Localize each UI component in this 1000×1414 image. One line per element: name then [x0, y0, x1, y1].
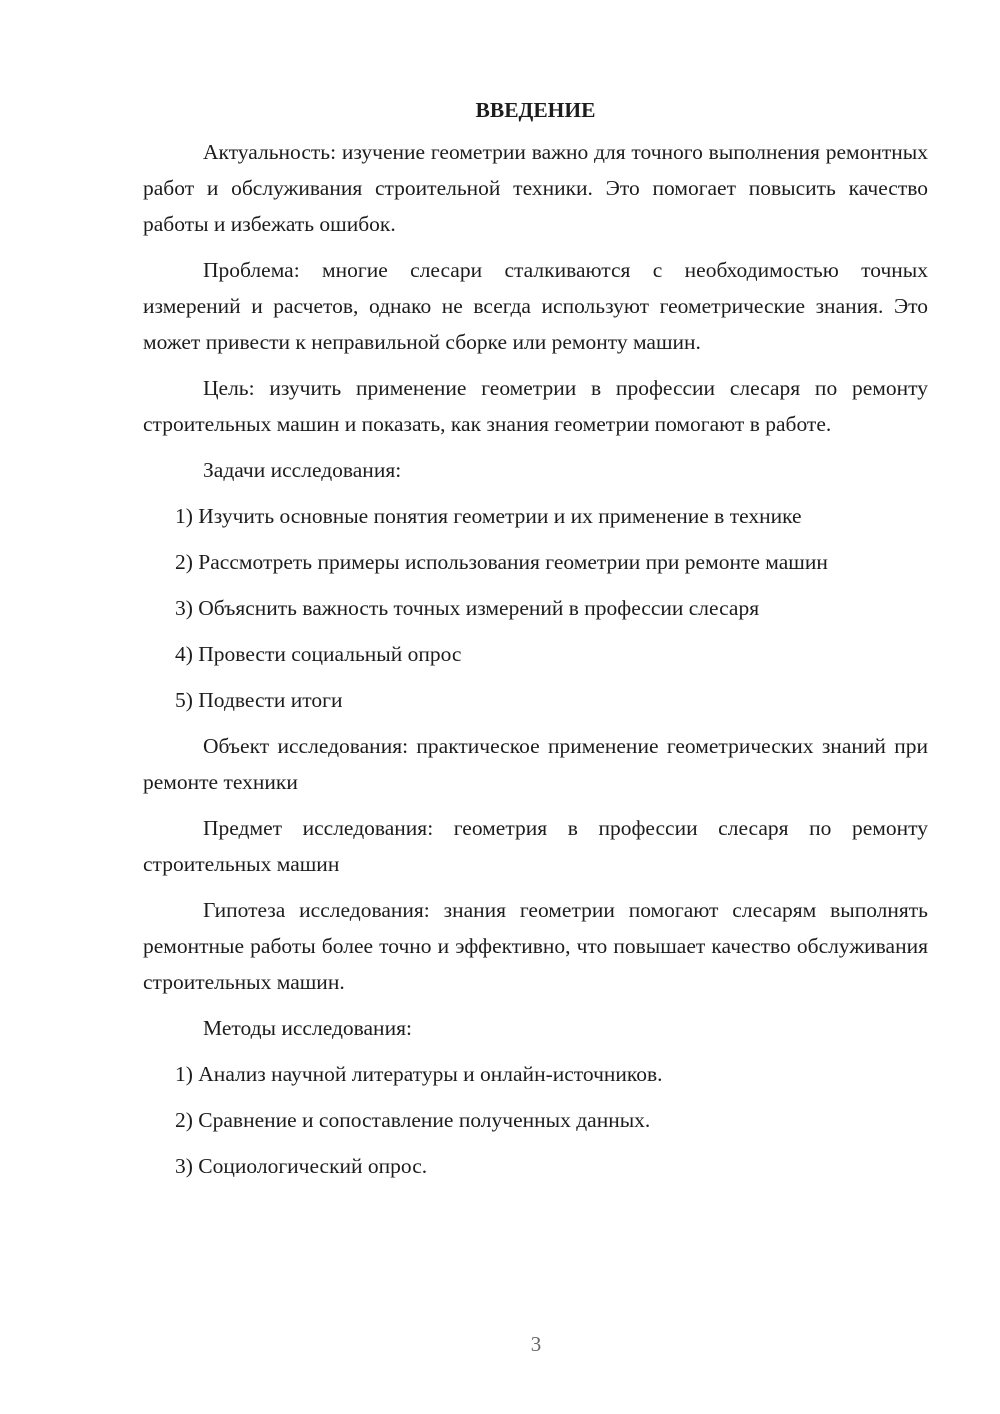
method-item: 3) Социологический опрос. — [175, 1154, 428, 1178]
task-item: 4) Провести социальный опрос — [175, 642, 462, 666]
page-number: 3 — [530, 1332, 542, 1356]
document-body — [143, 92, 928, 1194]
method-item: 2) Сравнение и сопоставление полученных данных. — [175, 1108, 651, 1132]
task-item: 5) Подвести итоги — [175, 688, 343, 712]
paragraph-problem: Проблема: многие слесари сталкиваются с необходимостью точных измерений и расчетов, однако не всегда используют геометрические знания. Это может привести к неправильной сборке или ремонту машин. — [143, 258, 928, 354]
task-item: 1) Изучить основные понятия геометрии и их применение в технике — [175, 504, 802, 528]
paragraph-hypothesis: Гипотеза исследования: знания геометрии помогают слесарям выполнять ремонтные работы более точно и эффективно, что повышает качество обслуживания строительных машин. — [143, 898, 928, 994]
method-item: 1) Анализ научной литературы и онлайн-источников. — [175, 1062, 663, 1086]
methods-heading: Методы исследования: — [203, 1016, 412, 1040]
tasks-heading: Задачи исследования: — [203, 458, 402, 482]
task-item: 2) Рассмотреть примеры использования геометрии при ремонте машин — [175, 550, 828, 574]
task-item: 3) Объяснить важность точных измерений в профессии слесаря — [175, 596, 760, 620]
paragraph-relevance: Актуальность: изучение геометрии важно для точного выполнения ремонтных работ и обслуживания строительной техники. Это помогает повысить качество работы и избежать ошибок. — [143, 140, 928, 236]
paragraph-goal: Цель: изучить применение геометрии в профессии слесаря по ремонту строительных машин и показать, как знания геометрии помогают в работе. — [143, 376, 928, 436]
paragraph-object: Объект исследования: практическое применение геометрических знаний при ремонте техники — [143, 734, 928, 794]
page-title: ВВЕДЕНИЕ — [475, 98, 596, 122]
paragraph-subject: Предмет исследования: геометрия в профессии слесаря по ремонту строительных машин — [143, 816, 928, 876]
